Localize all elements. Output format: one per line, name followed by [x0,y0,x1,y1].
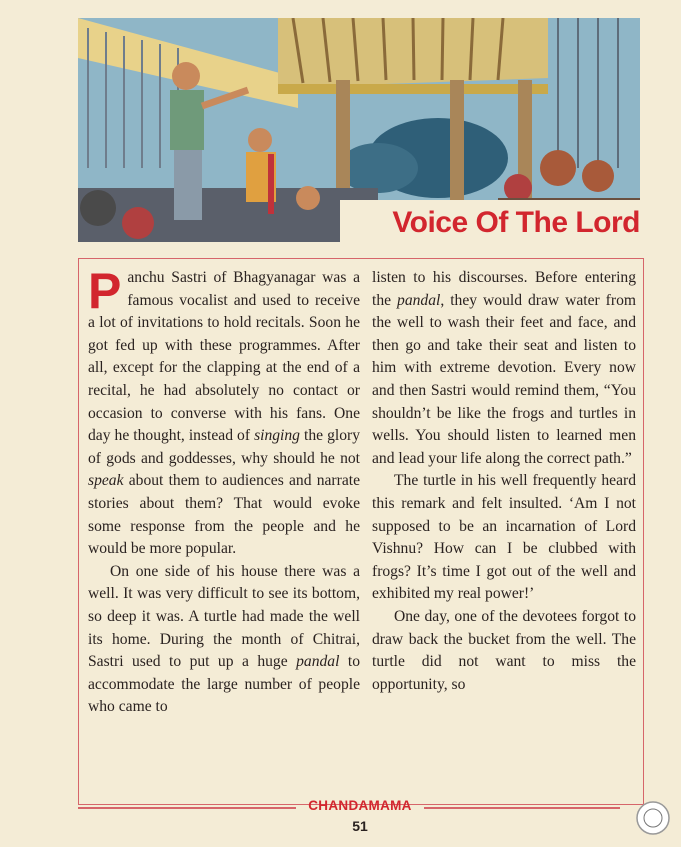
story-paragraph: On one side of his house there was a well. It was very difficult to see its bottom, so deep it was. A turtle had made the well its home. During the month of Chitrai, Sastri used to put up a huge pandal to accommodate the large number of people who came to [88,562,360,716]
story-title: Voice Of The Lord [340,200,640,244]
footer-rule-left [78,807,296,809]
story-paragraph: The turtle in his well frequently heard this remark and felt insulted. ‘Am I not supposed to be an incarnation of Lord Vishnu? How can I be clubbed with frogs? It’s time I got out of the well and exhibited my real power!’ [372,472,636,603]
story-column-left [88,263,360,719]
story-paragraph [88,263,360,561]
page-number: 51 [352,818,368,834]
footer-rule-right [424,807,620,809]
story-box [78,258,644,805]
story-column-right [372,267,636,696]
story-paragraph: One day, one of the devotees forgot to draw back the bucket from the well. The turtle did not want to miss the opportunity, so [372,607,636,693]
scanner-logo-icon [635,800,671,836]
magazine-name: CHANDAMAMA [308,798,412,813]
drop-cap: P [88,263,122,319]
story-paragraph: listen to his discourses. Before entering the pandal, they would draw water from the well to wash their feet and face, and then go and take their seat and listen to him with extreme devotion. Every now and then Sastri would remind them, “You shouldn’t be like the frogs and turtles in wells. You should listen to learned men and lead your life along the correct path.” [372,269,636,467]
story-paragraph-text: anchu Sastri of Bhagyanagar was a famous vocalist and used to receive a lot of invitations to hold recitals. Soon he got fed up with these programmes. After all, except for the clapping at the end of a recital, he had absolutely no contact or occasion to converse with his fans. One day he thought, instead of singing the glory of gods and goddesses, why should he not speak about them to audiences and narrate stories about them? That would evoke some response from the people and he would be more popular. [88,269,360,558]
